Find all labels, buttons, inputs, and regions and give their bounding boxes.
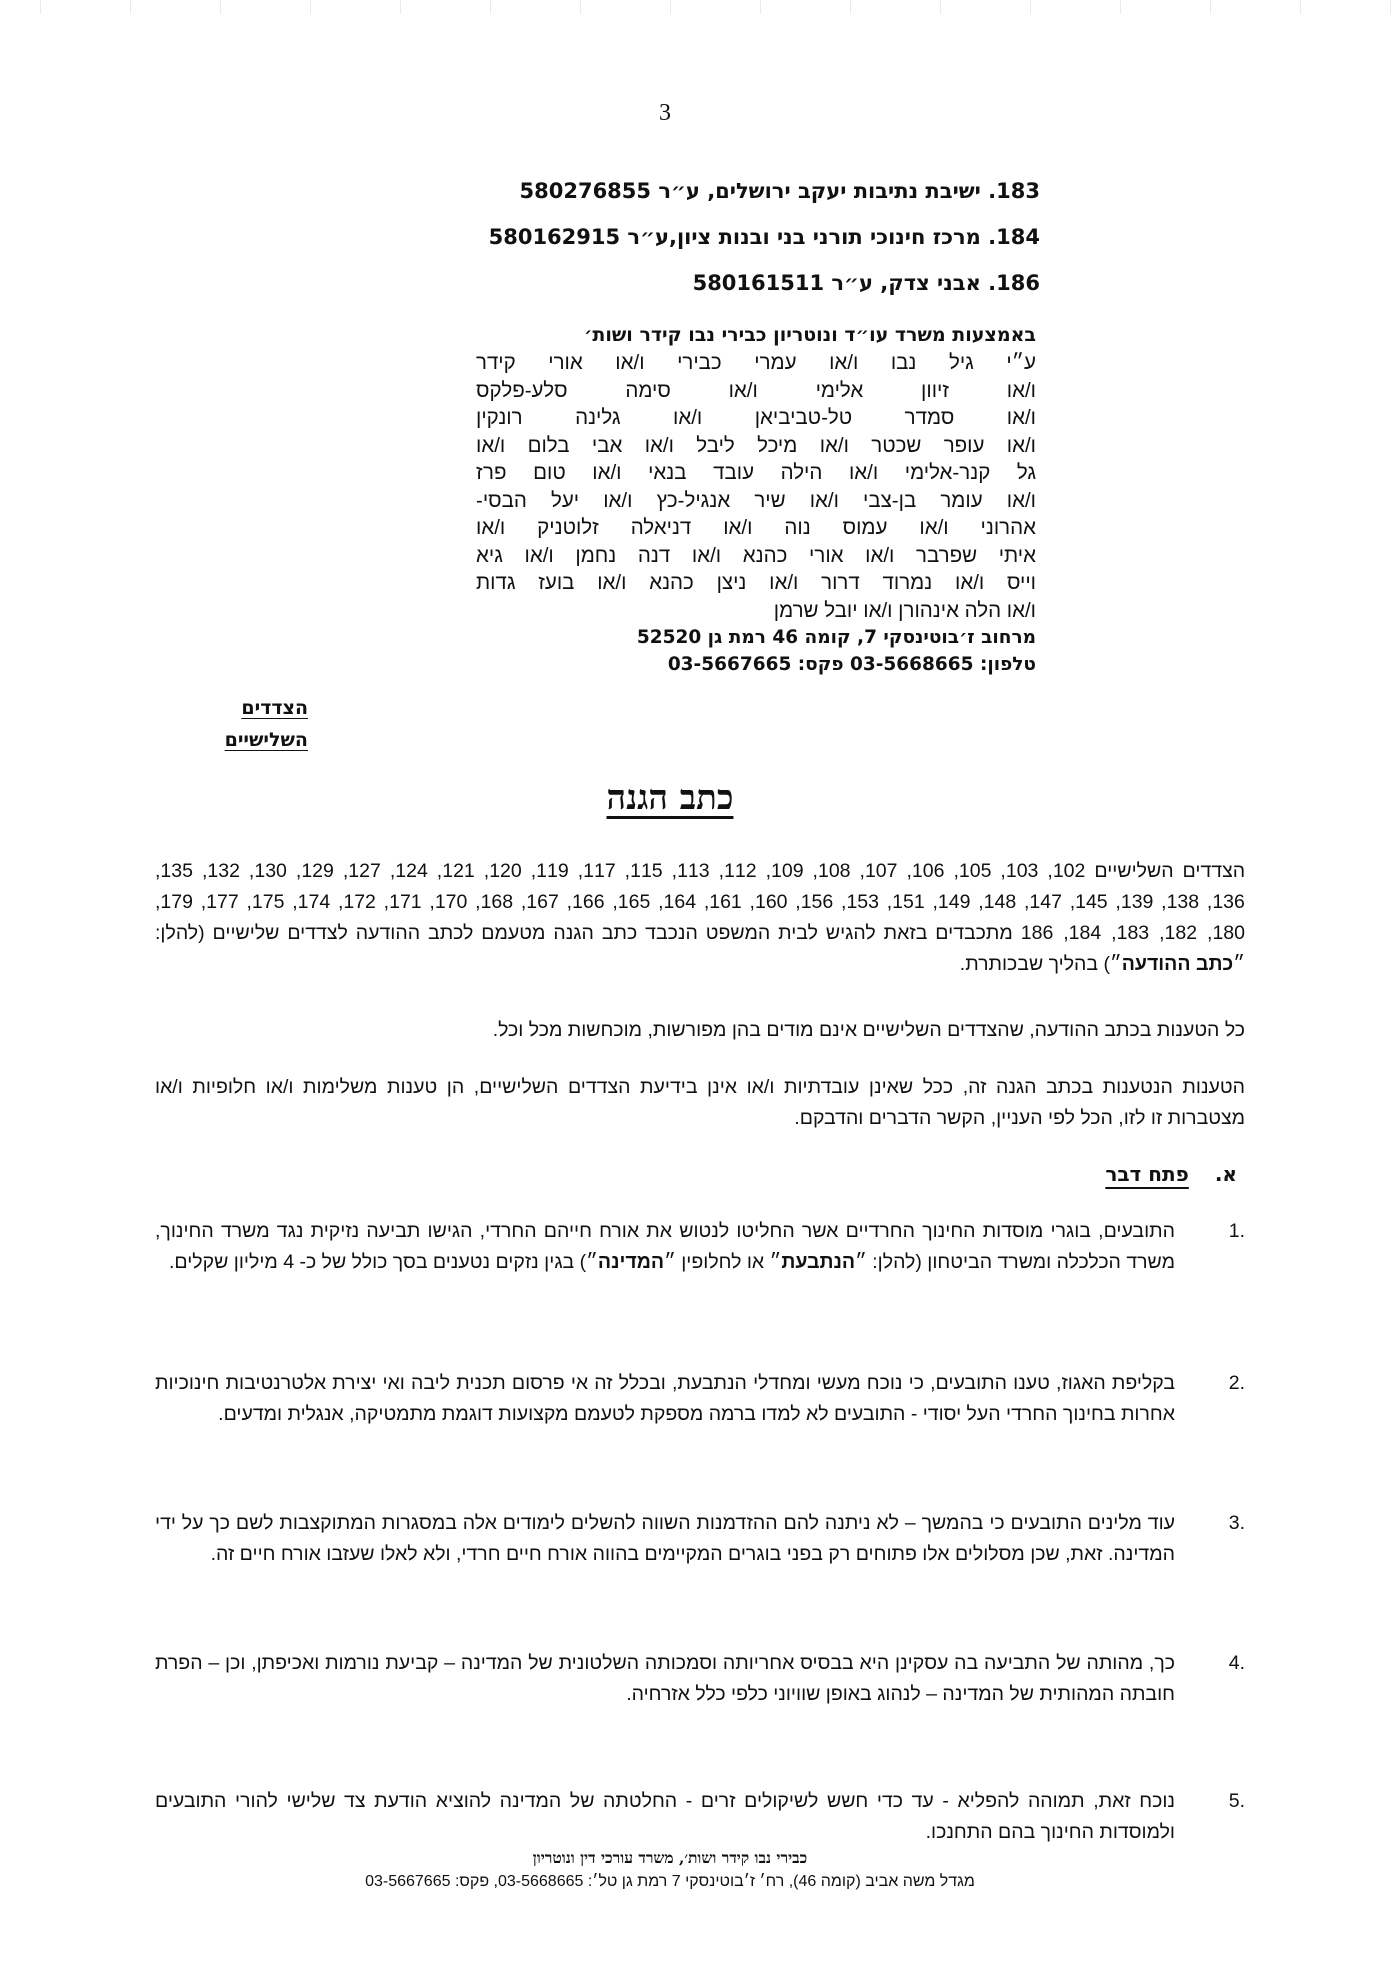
third-party-numbers: הצדדים השלישיים 102, 103, 105, 106, 107, 108, 109, 112, 113, 115, 117, 119, 120, 121, 124, 127, 129, 130, 132, 135, 136, 138, 139, 145, 147, 148, 149, 151, 153, 156, 160, 161, 164, 165, 166, 167, 168, 170, 171, 172, 174, 175, 177, 179, 180, 182, 183, 184, 186 [155,860,1246,944]
paragraph-text [155,1216,1175,1278]
third-party-list [420,174,1040,312]
paragraph-number: .2 [1228,1372,1245,1394]
attorney-names-line: ע״י גיל נבו ו/או עמרי כבירי ו/או אורי קידר [476,351,1036,374]
page-footer [0,1846,1400,1894]
intro-text: מתכבדים בזאת להגיש לבית המשפט הנכבד כתב הגנה מטעמם לכתב ההודעה לצדדים שלישיים (להלן: ״ [155,922,1245,975]
attorney-names-line: וייס ו/או נמרוד דרור ו/או ניצן כהנא ו/או בועז גדות [476,571,1036,594]
paragraph-text: נוכח זאת, תמוהה להפליא - עד כדי חשש לשיקולים זרים - החלטתה של המדינה להוציא הודעת צד שלישי להורי התובעים ולמוסדות החינוך בהם התחנכו. [155,1790,1175,1843]
intro-paragraph [155,856,1245,980]
paragraph-text-part: התובעים, בוגרי מוסדות החינוך החרדיים אשר החליטו לנטוש את אורח חייהם החרדי, הגישו תביעה נזיקית נגד משרד החינוך, משרד הכלכלה ומשרד הביטחון (להלן: ״ [155,1220,1175,1273]
attorney-names-line: ו/או עומר בן-צבי ו/או שיר אנגיל-כץ ו/או יעל הבסי- [476,488,1036,512]
attorney-names [476,349,1036,624]
numbered-paragraph-5 [155,1786,1245,1848]
footer-firm-name: כבירי נבו קידר ושות׳, משרד עורכי דין ונוטריון [532,1848,808,1867]
party-role-label-line: השלישיים [224,729,308,751]
section-letter: א. [1214,1162,1237,1186]
numbered-paragraph-4 [155,1648,1245,1710]
claims-alternative-paragraph: הטענות הנטענות בכתב הגנה זה, ככל שאינן עובדתיות ו/או אינן בידיעת הצדדים השלישיים, הן טענות משלימות ו/או חלופיות ו/או מצטברות זו לזו, הכל לפי העניין, הקשר הדברים והדבקם. [155,1076,1245,1129]
claims-denied-paragraph: כל הטענות בכתב ההודעה, שהצדדים השלישיים אינם מודים בהן מפורשות, מוכחשות מכל וכל. [492,1019,1245,1041]
paragraph-number: .4 [1228,1652,1245,1674]
attorney-names-line: ו/או הלה אינהורן ו/או יובל שרמן [773,598,1036,622]
legal-representation-block [476,322,1036,678]
law-firm-title: באמצעות משרד עו״ד ונוטריון כבירי נבו קידר ושות׳ [583,324,1036,346]
footer-address: מגדל משה אביב (קומה 46), רח׳ ז׳בוטינסקי 7 רמת גן טל׳: 03-5668665, פקס: 03-5667665 [365,1873,975,1890]
paragraph-number: .3 [1228,1512,1245,1534]
paragraph-number: .1 [1228,1220,1245,1242]
paragraph-text: בקליפת האגוז, טענו התובעים, כי נוכח מעשי ומחדלי הנתבעת, ובכלל זה אי פרסום תכנית ליבה ואי יצירת אלטרנטיבות חינוכיות אחרות בחינוך החרדי העל יסודי - התובעים לא למדו ברמה מספקת לטעמם מקצועות דוגמת מתמטיקה, אנגלית ומדעים. [155,1372,1175,1425]
numbered-paragraph-1 [155,1216,1245,1278]
section-heading-a [1105,1162,1237,1186]
firm-phone-fax: טלפון: 03-5668665 פקס: 03-5667665 [667,654,1036,675]
attorney-names-line: איתי שפרבר ו/או אורי כהנא ו/או דנה נחמן ו/או גיא [476,543,1036,567]
intro-text-end: ״) בהליך שבכותרת. [959,953,1122,975]
party-role-label [178,692,308,756]
section-title: פתח דבר [1105,1162,1189,1186]
defined-term: הנתבעת [781,1251,856,1273]
paragraph-text: עוד מלינים התובעים כי בהמשך – לא ניתנה להם ההזדמנות השווה להשלים לימודים אלה במסגרות המתוקצבות לשם כך על ידי המדינה. זאת, שכן מסלולים אלו פתוחים רק בפני בוגרים המקיימים בהווה אורח חיים חרדי, ולא לאלו שעזבו אורח חיים זה. [155,1512,1175,1565]
party-role-label-line: הצדדים [241,697,308,719]
attorney-names-line: ו/או עופר שכטר ו/או מיכל ליבל ו/או אבי בלום ו/או [476,433,1036,457]
document-title: כתב הגנה [606,778,734,818]
defined-term: המדינה [597,1251,665,1273]
paragraph-text: כך, מהותה של התביעה בה עסקינן היא בבסיס אחריותה וסמכותה השלטונית של המדינה – קביעת נורמות ואכיפתן, וכן – הפרת חובתה המהותית של המדינה – לנהוג באופן שוויוני כלפי כלל אזרחיה. [155,1652,1175,1705]
party-entry-183: 183. ישיבת נתיבות יעקב ירושלים, ע״ר 580276855 [519,179,1040,203]
attorney-names-line: ו/או סמדר טל-טביביאן ו/או גלינה רונקין [476,406,1036,429]
attorney-names-line: ו/או זיוון אלימי ו/או סימה סלע-פלקס [476,378,1036,402]
paragraph-text-part: ״ או לחלופין ״ [664,1251,782,1273]
defined-term: כתב ההודעה [1121,953,1234,975]
numbered-paragraph-2 [155,1368,1245,1430]
page-number: 3 [659,100,671,126]
party-entry-184: 184. מרכז חינוכי תורני בני ובנות ציון,ע״ר 580162915 [488,225,1040,249]
party-entry-186: 186. אבני צדק, ע״ר 580161511 [692,271,1040,295]
numbered-paragraph-3 [155,1508,1245,1570]
scan-artifact-strip [0,0,1400,14]
attorney-names-line: גל קנר-אלימי ו/או הילה עובד בנאי ו/או טום פרז [476,461,1036,484]
firm-address: מרחוב ז׳בוטינסקי 7, קומה 46 רמת גן 52520 [636,627,1036,648]
paragraph-text-part: ״) בגין נזקים נטענים בסך כולל של כ- 4 מיליון שקלים. [168,1251,598,1273]
paragraph-number: .5 [1228,1790,1245,1812]
attorney-names-line: אהרוני ו/או עמוס נוה ו/או דניאלה זלוטניק ו/או [476,516,1036,539]
